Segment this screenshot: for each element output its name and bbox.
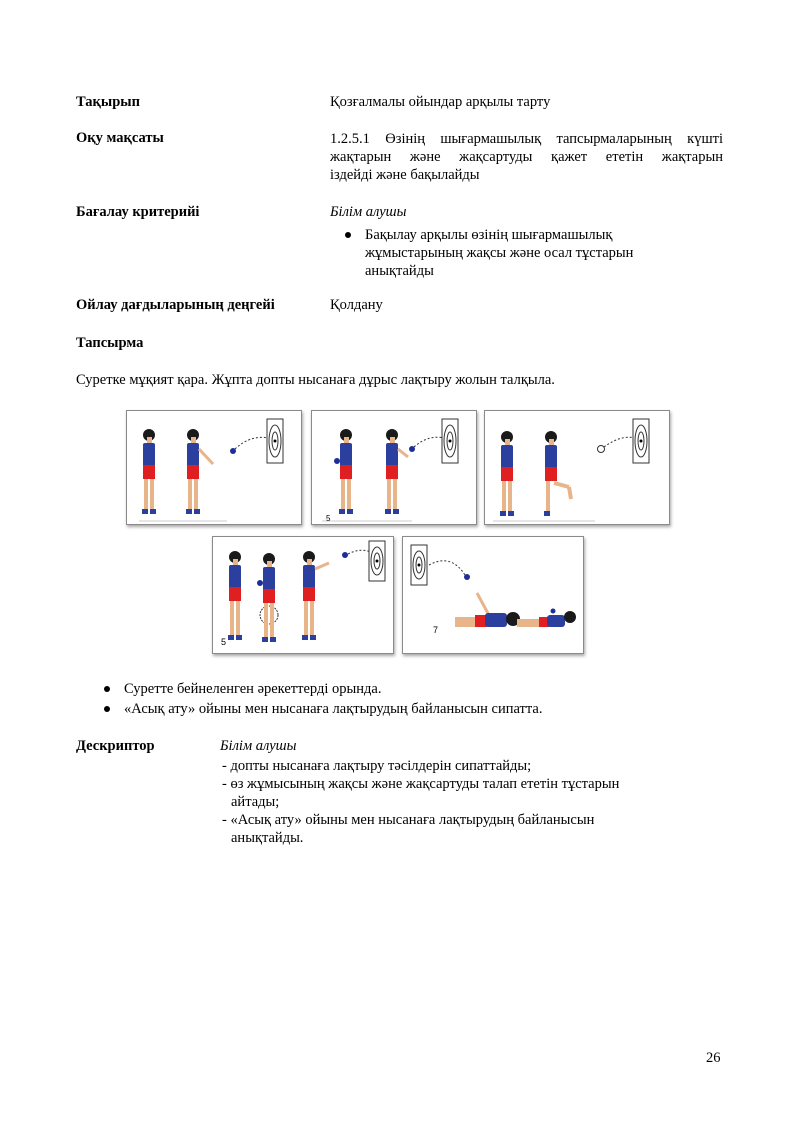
task-bullet-text: «Асық ату» ойыны мен нысанаға лақтырудың байланысын сипатта.	[124, 701, 543, 717]
descriptor-item: - допты нысанаға лақтыру тәсілдерін сипаттайды;	[222, 758, 532, 774]
goal-line: 1.2.5.1 Өзінің шығармашылық тапсырмаларының күшті	[330, 131, 723, 147]
target-icon	[369, 541, 385, 581]
bullet-icon	[345, 232, 351, 238]
task-bullet-1	[104, 680, 381, 698]
child-figure	[257, 553, 278, 642]
descriptor-item: - өз жұмысының жақсы және жақсартуды талап ететін тұстарын	[222, 776, 620, 792]
descriptor-item-cont: айтады;	[231, 794, 280, 810]
task-instruction: Суретке мұқият қара. Жұпта допты нысанаға дұрыс лақтыру жолын талқыла.	[76, 372, 555, 388]
child-figure	[544, 431, 571, 516]
target-icon	[442, 419, 458, 463]
task-bullet-2	[104, 700, 542, 718]
child-figure	[500, 431, 514, 516]
child-figure	[142, 429, 156, 514]
descriptor-intro: Білім алушы	[220, 738, 297, 754]
topic-value: Қозғалмалы ойындар арқылы тарту	[330, 94, 551, 110]
goal-value	[330, 130, 723, 184]
task-heading: Тапсырма	[76, 335, 144, 351]
descriptor-item-cont: анықтайды.	[231, 830, 304, 846]
criteria-intro: Білім алушы	[330, 204, 407, 220]
ball-icon	[598, 446, 605, 453]
lying-child-figure	[517, 609, 576, 628]
child-figure	[334, 429, 353, 514]
goal-line: іздейді және бақылайды	[330, 167, 480, 183]
throwing-illustration	[403, 537, 583, 653]
ball-icon	[342, 552, 348, 558]
throwing-illustration	[213, 537, 393, 653]
goal-line: жақтарын және жақсартуды қажет ететін жақтарын	[330, 149, 723, 165]
figure-panel-3	[484, 410, 670, 525]
throwing-illustration	[312, 411, 476, 524]
child-figure	[228, 551, 242, 640]
page-number: 26	[706, 1050, 721, 1066]
figure-panel-4	[212, 536, 394, 654]
task-bullet-text: Суретте бейнеленген әрекеттерді орында.	[124, 681, 382, 697]
figure-panel-2	[311, 410, 477, 525]
ball-icon	[464, 574, 470, 580]
criteria-line: анықтайды	[365, 263, 434, 279]
criteria-bullet	[345, 226, 633, 280]
throwing-illustration	[485, 411, 669, 524]
topic-label: Тақырып	[76, 94, 140, 110]
thinking-label: Ойлау дағдыларының деңгейі	[76, 297, 275, 313]
throwing-illustration	[127, 411, 301, 524]
figure-number: 7	[433, 625, 439, 635]
lying-child-figure	[455, 593, 520, 627]
descriptor-item: - «Асық ату» ойыны мен нысанаға лақтырудың байланысын	[222, 812, 595, 828]
target-icon	[633, 419, 649, 463]
figure-panel-5	[402, 536, 584, 654]
target-icon	[267, 419, 283, 463]
descriptor-label: Дескриптор	[76, 738, 155, 754]
thinking-value: Қолдану	[330, 297, 383, 313]
child-figure	[186, 429, 213, 514]
bullet-icon	[104, 706, 110, 712]
child-figure	[385, 429, 408, 514]
target-icon	[411, 545, 427, 585]
figure-panel-1	[126, 410, 302, 525]
criteria-line: Бақылау арқылы өзінің шығармашылық	[365, 227, 613, 243]
figure-number: 5	[326, 514, 331, 523]
bullet-icon	[104, 686, 110, 692]
criteria-label: Бағалау критерийі	[76, 204, 200, 220]
figure-number: 5	[221, 637, 227, 647]
child-figure	[302, 551, 329, 640]
goal-label: Оқу мақсаты	[76, 130, 164, 146]
descriptor-list	[222, 757, 619, 847]
criteria-line: жұмыстарының жақсы және осал тұстарын	[365, 245, 634, 261]
